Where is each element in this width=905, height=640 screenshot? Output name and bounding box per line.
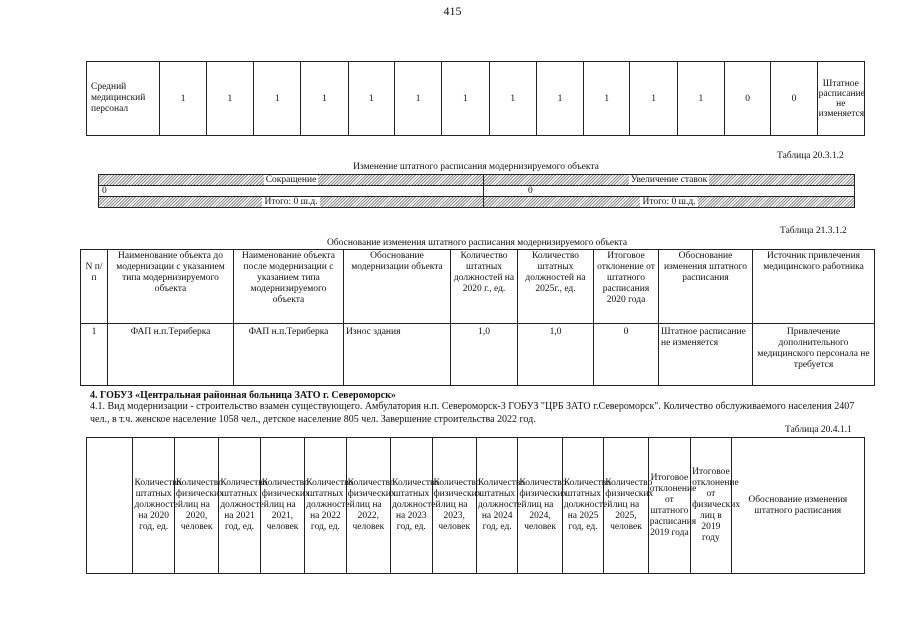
table-cell: ФАП н.п.Териберка <box>108 324 234 386</box>
table-cell: Износ здания <box>344 324 451 386</box>
table-header-row <box>87 438 865 574</box>
table-cell: 1 <box>489 62 536 136</box>
table-header-cell: Итоговое отклонение от штатного расписания 2019 года <box>648 438 690 574</box>
table-caption: Изменение штатного расписания модернизируемого объекта <box>353 162 599 172</box>
table-header-cell: Количество физических лиц на 2025, человек <box>604 438 648 574</box>
table-header-cell: Количество штатных должностей на 2020 г., ед. <box>451 250 518 324</box>
table-header-cell: Количество физических лиц на 2022, человек <box>346 438 390 574</box>
table-number: Таблица 20.3.1.2 <box>777 151 844 161</box>
table-cell: 0 <box>484 186 855 197</box>
staff-justification-table <box>80 249 875 386</box>
table-header-cell <box>87 438 133 574</box>
table-total-cell: Итого: 0 ш.д. <box>99 197 484 208</box>
table-header-cell: Обоснование изменения штатного расписания <box>731 438 864 574</box>
table-cell: 1 <box>394 62 441 136</box>
table-total-row <box>99 197 855 208</box>
table-cell: 1 <box>536 62 583 136</box>
table-header-cell: Количество штатных должностей на 2021 год, ед. <box>219 438 260 574</box>
table-header-cell: Наименование объекта после модернизации с указанием типа модернизируемого объекта <box>234 250 344 324</box>
table-cell: 1 <box>677 62 724 136</box>
table-cell: 1 <box>81 324 108 386</box>
table-header-cell: Количество штатных должностей на 2023 год, ед. <box>391 438 432 574</box>
table-header-cell: Итоговое отклонение от штатного расписания 2020 года <box>594 250 659 324</box>
table-number: Таблица 20.4.1.1 <box>785 425 852 435</box>
table-number: Таблица 21.3.1.2 <box>780 226 847 236</box>
table-header-cell: Количество физических лиц на 2023, человек <box>432 438 476 574</box>
table-cell: 1 <box>254 62 301 136</box>
table-header-cell: Количество физических лиц на 2021, человек <box>260 438 304 574</box>
table-header-cell: N п/п <box>81 250 108 324</box>
table-header-cell: Итоговое отклонение от физических лиц в 2019 году <box>691 438 731 574</box>
table-header-cell: Увеличение ставок <box>484 175 855 186</box>
staff-label: Средний медицинский персонал <box>87 62 160 136</box>
staff-note: Штатное расписание не изменяется <box>817 62 864 136</box>
table-cell: Привлечение дополнительного медицинского персонала не требуется <box>753 324 875 386</box>
table-header-cell: Количество штатных должностей на 2020 год, ед. <box>133 438 174 574</box>
staffing-forecast-table <box>86 437 865 574</box>
table-cell: 0 <box>99 186 484 197</box>
table-cell: 1,0 <box>451 324 518 386</box>
table-cell: Штатное расписание не изменяется <box>659 324 753 386</box>
staff-table <box>86 61 865 136</box>
table-header-cell: Наименование объекта до модернизации с указанием типа модернизируемого объекта <box>108 250 234 324</box>
table-header-row <box>99 175 855 186</box>
table-header-cell: Обоснование модернизации объекта <box>344 250 451 324</box>
table-row <box>99 186 855 197</box>
section-heading: 4. ГОБУЗ «Центральная районная больница ЗАТО г. Североморск» <box>90 390 396 401</box>
section-paragraph: 4.1. Вид модернизации - строительство взамен существующего. Амбулатория н.п. Североморск-3 ГОБУЗ "ЦРБ ЗАТО г.Североморск". Количество обслуживаемого населения 2407 чел., в т.ч. женское население 1058 чел., детское население 805 чел. Завершение строительства 2022 год. <box>90 401 855 425</box>
table-header-cell: Источник привлечения медицинского работника <box>753 250 875 324</box>
table-cell: 1,0 <box>518 324 594 386</box>
table-header-cell: Количество штатных должностей на 2024 год, ед. <box>476 438 517 574</box>
table-cell: ФАП н.п.Териберка <box>234 324 344 386</box>
table-header-cell: Количество физических лиц на 2024, человек <box>518 438 562 574</box>
table-header-cell: Количество физических лиц на 2020, человек <box>174 438 218 574</box>
table-cell: 1 <box>584 62 630 136</box>
table-cell: 1 <box>442 62 489 136</box>
table-row <box>81 324 875 386</box>
table-caption: Обоснование изменения штатного расписания модернизируемого объекта <box>326 238 628 248</box>
staff-change-table <box>98 174 855 208</box>
table-cell: 1 <box>160 62 206 136</box>
table-cell: 1 <box>301 62 348 136</box>
table-header-cell: Количество штатных должностей на 2022 год, ед. <box>305 438 346 574</box>
table-cell: 0 <box>594 324 659 386</box>
table-cell: 0 <box>725 62 771 136</box>
table-cell: 1 <box>348 62 394 136</box>
table-row <box>87 62 865 136</box>
page-number: 415 <box>443 4 462 18</box>
table-cell: 1 <box>630 62 677 136</box>
table-header-cell: Обоснование изменения штатного расписания <box>659 250 753 324</box>
table-total-cell: Итого: 0 ш.д. <box>484 197 855 208</box>
table-header-cell: Сокращение <box>99 175 484 186</box>
table-header-row <box>81 250 875 324</box>
table-header-cell: Количество штатных должностей на 2025г., ед. <box>518 250 594 324</box>
table-cell: 1 <box>206 62 253 136</box>
table-cell: 0 <box>771 62 817 136</box>
table-header-cell: Количество штатных должностей на 2025 год, ед. <box>562 438 603 574</box>
